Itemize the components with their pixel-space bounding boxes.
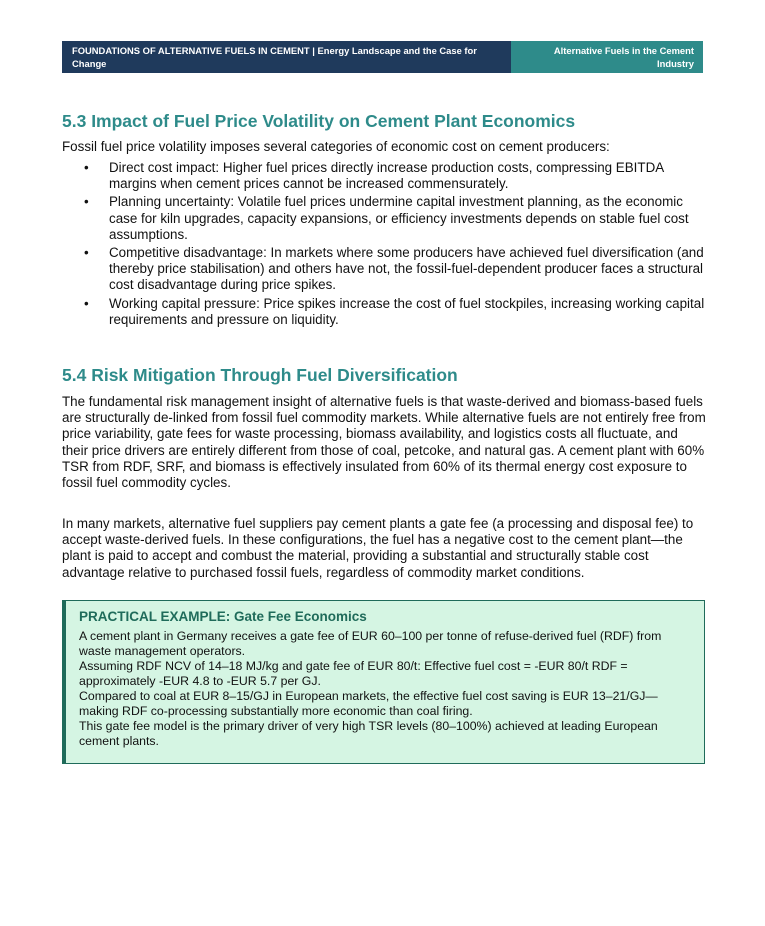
header-series-title: Alternative Fuels in the Cement Industry — [511, 41, 703, 73]
section-5-3-heading: 5.3 Impact of Fuel Price Volatility on Cement Plant Economics — [62, 111, 576, 131]
example-line: A cement plant in Germany receives a gate fee of EUR 60–100 per tonne of refuse-derived fuel (RDF) from waste management operators. — [79, 629, 662, 658]
bullet-marker: • — [84, 160, 89, 175]
practical-example-box — [62, 600, 705, 764]
section-5-4-heading: 5.4 Risk Mitigation Through Fuel Diversification — [62, 365, 458, 385]
bullet-marker: • — [84, 295, 89, 311]
example-line: Compared to coal at EUR 8–15/GJ in European markets, the effective fuel cost saving is EUR 13–21/GJ—making RDF co-processing substantially more economic than coal firing. — [79, 689, 658, 718]
list-item: • Competitive disadvantage: In markets where some producers have achieved fuel diversification (and thereby price stabilisation) and others have not, the fossil-fuel-dependent producer faces a structural cost disadvantage during price spikes. — [84, 245, 704, 293]
list-item: • Planning uncertainty: Volatile fuel prices undermine capital investment planning, as the economic case for kiln upgrades, capacity expansions, or efficiency investments depends on stable fuel cost assumptions. — [84, 194, 689, 242]
example-title: PRACTICAL EXAMPLE: Gate Fee Economics — [79, 609, 367, 624]
list-item: • Direct cost impact: Higher fuel prices directly increase production costs, compressing EBITDA margins when cement prices cannot be increased commensurately. — [84, 160, 664, 192]
list-item: • Working capital pressure: Price spikes increase the cost of fuel stockpiles, increasing working capital requirements and pressure on liquidity. — [84, 295, 705, 327]
cost-categories-list — [62, 160, 707, 330]
example-line: This gate fee model is the primary driver of very high TSR levels (80–100%) achieved at leading European cement plants. — [79, 719, 658, 748]
running-header — [62, 41, 703, 73]
header-document-title: FOUNDATIONS OF ALTERNATIVE FUELS IN CEMENT | Energy Landscape and the Case for Change — [62, 41, 511, 73]
example-line: Assuming RDF NCV of 14–18 MJ/kg and gate fee of EUR 80/t: Effective fuel cost = -EUR 80/t RDF = approximately -EUR 4.8 to -EUR 5.7 per GJ. — [79, 659, 628, 688]
section-5-4-paragraph-1: The fundamental risk management insight of alternative fuels is that waste-derived and biomass-based fuels are structurally de-linked from fossil fuel commodity markets. While alternative fuels are not entirely free from price variability, gate fees for waste processing, biomass availability, and logistics costs all fluctuate, and their price drivers are entirely different from those of coal, petcoke, and natural gas. A cement plant with 60% TSR from RDF, SRF, and biomass is effectively insulated from 60% of its thermal energy cost exposure to fossil fuel commodity cycles. — [62, 394, 706, 491]
section-5-3-intro: Fossil fuel price volatility imposes several categories of economic cost on cement producers: — [62, 139, 610, 154]
section-5-4-paragraph-2: In many markets, alternative fuel suppliers pay cement plants a gate fee (a processing and disposal fee) to accept waste-derived fuels. In these configurations, the fuel has a negative cost to the cement plant—the plant is paid to accept and combust the material, providing a substantial and structurally stable cost advantage relative to purchased fossil fuels, regardless of commodity market conditions. — [62, 516, 694, 580]
bullet-marker: • — [84, 245, 89, 261]
bullet-marker: • — [84, 194, 89, 210]
